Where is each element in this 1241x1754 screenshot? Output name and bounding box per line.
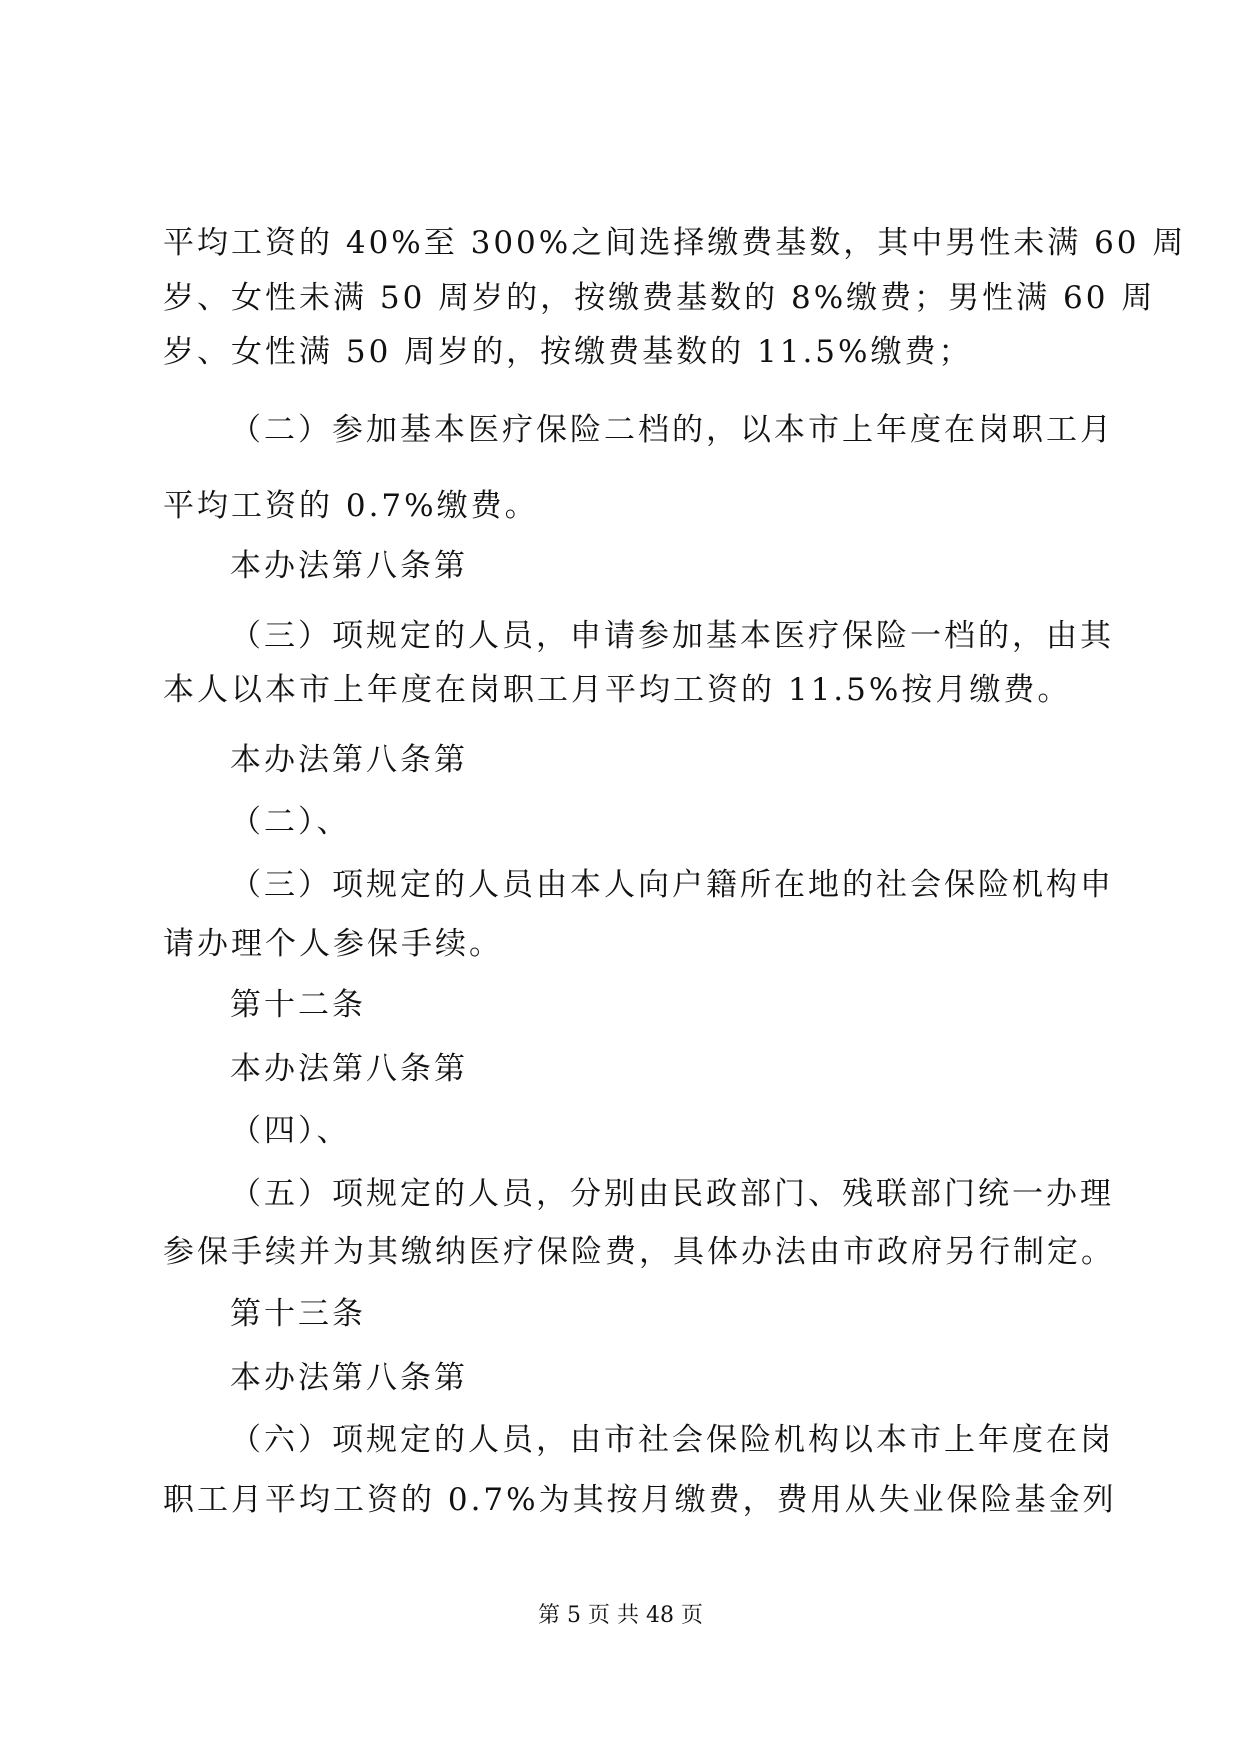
body-line: （五）项规定的人员，分别由民政部门、残联部门统一办理 bbox=[230, 1176, 1114, 1212]
body-line: 岁、女性未满 50 周岁的，按缴费基数的 8%缴费；男性满 60 周 bbox=[163, 280, 1156, 316]
body-line: 第十三条 bbox=[230, 1296, 366, 1332]
page-footer: 第 5 页 共 48 页 bbox=[538, 1603, 703, 1628]
body-line: 本办法第八条第 bbox=[230, 742, 468, 778]
body-line: 第十二条 bbox=[230, 987, 366, 1023]
body-line: 本办法第八条第 bbox=[230, 1360, 468, 1396]
body-line: （三）项规定的人员由本人向户籍所在地的社会保险机构申 bbox=[230, 867, 1114, 903]
body-line: 请办理个人参保手续。 bbox=[163, 926, 503, 962]
body-line: 本办法第八条第 bbox=[230, 1051, 468, 1087]
body-line: 平均工资的 40%至 300%之间选择缴费基数，其中男性未满 60 周 bbox=[163, 225, 1187, 261]
body-line: 职工月平均工资的 0.7%为其按月缴费，费用从失业保险基金列 bbox=[163, 1482, 1117, 1518]
body-line: 参保手续并为其缴纳医疗保险费，具体办法由市政府另行制定。 bbox=[163, 1234, 1115, 1270]
body-line: 岁、女性满 50 周岁的，按缴费基数的 11.5%缴费； bbox=[163, 334, 973, 370]
body-line: 本办法第八条第 bbox=[230, 548, 468, 584]
body-line: （三）项规定的人员，申请参加基本医疗保险一档的，由其 bbox=[230, 618, 1114, 654]
body-line: （二）参加基本医疗保险二档的，以本市上年度在岗职工月 bbox=[230, 412, 1114, 448]
body-line: （四）、 bbox=[230, 1113, 351, 1149]
body-line: （六）项规定的人员，由市社会保险机构以本市上年度在岗 bbox=[230, 1422, 1114, 1458]
body-line: （二）、 bbox=[230, 804, 351, 840]
body-line: 本人以本市上年度在岗职工月平均工资的 11.5%按月缴费。 bbox=[163, 672, 1072, 708]
body-line: 平均工资的 0.7%缴费。 bbox=[163, 488, 539, 524]
